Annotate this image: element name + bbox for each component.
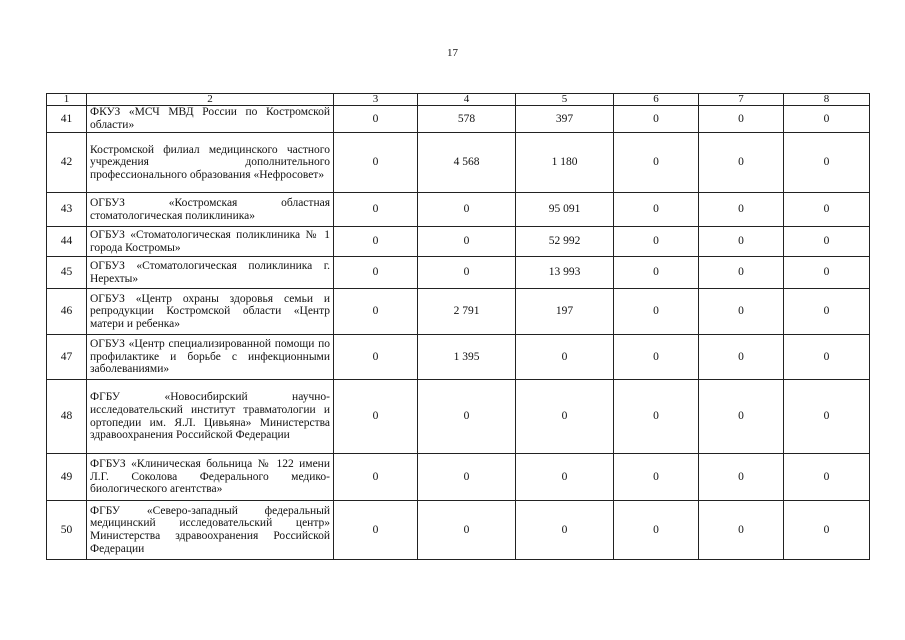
value-cell: 0: [699, 133, 784, 193]
value-cell: 197: [516, 289, 614, 335]
value-cell: 0: [784, 289, 870, 335]
value-cell: 0: [699, 380, 784, 454]
value-cell: 0: [516, 501, 614, 560]
value-cell: 578: [418, 106, 516, 133]
table-row: [47, 335, 870, 380]
value-cell: 0: [699, 227, 784, 257]
value-cell: 0: [334, 133, 418, 193]
table-row: [47, 106, 870, 133]
value-cell: 0: [699, 257, 784, 289]
value-cell: 0: [516, 380, 614, 454]
value-cell: 13 993: [516, 257, 614, 289]
value-cell: 0: [784, 501, 870, 560]
row-number: 48: [47, 380, 87, 454]
value-cell: 0: [418, 501, 516, 560]
value-cell: 0: [516, 454, 614, 501]
organization-name: ФГБУЗ «Клиническая больница № 122 имени Л.Г. Соколова Федерального медико-биологического агентства»: [87, 454, 334, 501]
table-row: [47, 380, 870, 454]
value-cell: 0: [418, 380, 516, 454]
organization-name: ФКУЗ «МСЧ МВД России по Костромской области»: [87, 106, 334, 133]
value-cell: 0: [334, 335, 418, 380]
header-row: [47, 94, 870, 106]
row-number: 49: [47, 454, 87, 501]
value-cell: 397: [516, 106, 614, 133]
value-cell: 4 568: [418, 133, 516, 193]
value-cell: 0: [334, 501, 418, 560]
row-number: 45: [47, 257, 87, 289]
value-cell: 0: [784, 257, 870, 289]
value-cell: 0: [614, 133, 699, 193]
value-cell: 0: [334, 193, 418, 227]
organization-name: ОГБУЗ «Костромская областная стоматологическая поликлиника»: [87, 193, 334, 227]
value-cell: 0: [699, 106, 784, 133]
page-number: 17: [447, 47, 458, 59]
value-cell: 0: [614, 257, 699, 289]
row-number: 44: [47, 227, 87, 257]
column-header: 4: [418, 94, 516, 106]
value-cell: 1 395: [418, 335, 516, 380]
value-cell: 0: [418, 193, 516, 227]
value-cell: 0: [784, 133, 870, 193]
value-cell: 0: [699, 454, 784, 501]
column-header: 3: [334, 94, 418, 106]
row-number: 42: [47, 133, 87, 193]
row-number: 47: [47, 335, 87, 380]
column-header: 1: [47, 94, 87, 106]
value-cell: 0: [784, 454, 870, 501]
value-cell: 0: [334, 106, 418, 133]
organization-name: Костромской филиал медицинского частного учреждения дополнительного профессионального образования «Нефросовет»: [87, 133, 334, 193]
value-cell: 0: [334, 227, 418, 257]
organization-name: ФГБУ «Новосибирский научно-исследовательский институт травматологии и ортопедии им. Я.Л. Цивьяна» Министерства здравоохранения Российской Федерации: [87, 380, 334, 454]
value-cell: 0: [334, 380, 418, 454]
value-cell: 0: [784, 380, 870, 454]
value-cell: 0: [334, 257, 418, 289]
value-cell: 2 791: [418, 289, 516, 335]
value-cell: 0: [614, 193, 699, 227]
value-cell: 0: [516, 335, 614, 380]
value-cell: 0: [418, 227, 516, 257]
value-cell: 0: [784, 335, 870, 380]
organization-name: ОГБУЗ «Стоматологическая поликлиника № 1 города Костромы»: [87, 227, 334, 257]
value-cell: 0: [614, 454, 699, 501]
column-header: 2: [87, 94, 334, 106]
column-header: 7: [699, 94, 784, 106]
row-number: 41: [47, 106, 87, 133]
value-cell: 0: [614, 501, 699, 560]
value-cell: 0: [699, 193, 784, 227]
row-number: 43: [47, 193, 87, 227]
value-cell: 0: [784, 193, 870, 227]
table-row: [47, 133, 870, 193]
organization-name: ФГБУ «Северо-западный федеральный медицинский исследовательский центр» Министерства здравоохранения Российской Федерации: [87, 501, 334, 560]
table-header: [47, 94, 870, 106]
column-header: 6: [614, 94, 699, 106]
table-row: [47, 454, 870, 501]
value-cell: 0: [784, 106, 870, 133]
value-cell: 0: [614, 380, 699, 454]
value-cell: 95 091: [516, 193, 614, 227]
value-cell: 0: [784, 227, 870, 257]
organization-name: ОГБУЗ «Стоматологическая поликлиника г. Нерехты»: [87, 257, 334, 289]
organization-name: ОГБУЗ «Центр специализированной помощи по профилактике и борьбе с инфекционными заболеваниями»: [87, 335, 334, 380]
value-cell: 0: [418, 454, 516, 501]
table-row: [47, 227, 870, 257]
value-cell: 0: [614, 106, 699, 133]
table-row: [47, 257, 870, 289]
value-cell: 1 180: [516, 133, 614, 193]
row-number: 46: [47, 289, 87, 335]
value-cell: 0: [614, 227, 699, 257]
value-cell: 0: [614, 335, 699, 380]
column-header: 8: [784, 94, 870, 106]
value-cell: 0: [418, 257, 516, 289]
table-row: [47, 289, 870, 335]
data-table: [46, 93, 870, 560]
value-cell: 52 992: [516, 227, 614, 257]
value-cell: 0: [699, 501, 784, 560]
table-row: [47, 501, 870, 560]
value-cell: 0: [614, 289, 699, 335]
table-row: [47, 193, 870, 227]
column-header: 5: [516, 94, 614, 106]
row-number: 50: [47, 501, 87, 560]
organization-name: ОГБУЗ «Центр охраны здоровья семьи и репродукции Костромской области «Центр матери и ребенка»: [87, 289, 334, 335]
value-cell: 0: [334, 454, 418, 501]
value-cell: 0: [699, 289, 784, 335]
value-cell: 0: [699, 335, 784, 380]
value-cell: 0: [334, 289, 418, 335]
